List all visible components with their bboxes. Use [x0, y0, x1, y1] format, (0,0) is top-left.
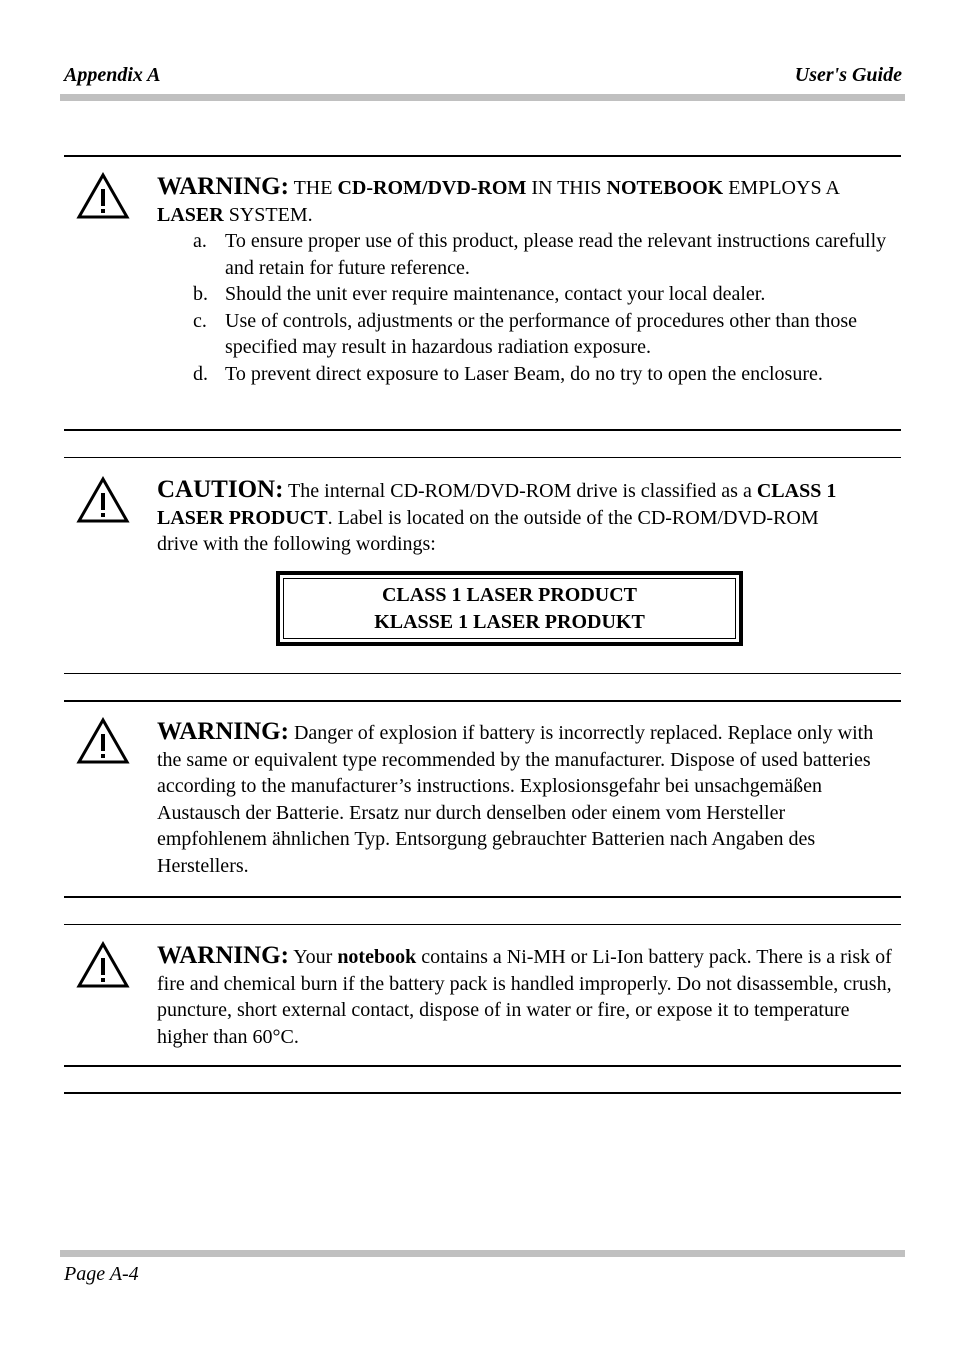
battery-warning: [157, 943, 897, 1050]
list-item: b. Should the unit ever require maintenance, contact your local dealer.: [193, 283, 766, 305]
laser-warning: [157, 174, 897, 387]
header-right: User's Guide: [794, 64, 902, 86]
laser-warning-intro: WARNING: THE CD-ROM/DVD-ROM IN THIS NOTEBOOK EMPLOYS A LASER SYSTEM.: [157, 173, 839, 226]
warning-triangle-icon: [76, 172, 130, 220]
warning-triangle-icon: [76, 476, 130, 524]
laser-product-label: [276, 571, 743, 646]
divider: [64, 924, 901, 925]
battery-warning-text: WARNING: Your notebook contains a Ni-MH or Li-Ion battery pack. There is a risk of fire and chemical burn if the battery pack is handled improperly. Do not disassemble, crush, puncture, short external contact, dispose of in water or fire, or expose it to temperature higher than 60°C.: [157, 942, 892, 1048]
warning-triangle-icon: [76, 717, 130, 765]
page-number: Page A-4: [64, 1263, 139, 1285]
list-item: a. To ensure proper use of this product, please read the relevant instructions carefully and retain for future reference.: [193, 230, 887, 279]
divider: [64, 1065, 901, 1067]
divider: [64, 457, 901, 458]
divider: [64, 673, 901, 674]
caution-block: [157, 477, 857, 558]
divider: [64, 700, 901, 702]
warning-triangle-icon: [76, 941, 130, 989]
divider: [64, 896, 901, 898]
divider: [64, 155, 901, 157]
footer-bar: [60, 1250, 905, 1257]
divider: [64, 429, 901, 431]
list-item: d. To prevent direct exposure to Laser Beam, do no try to open the enclosure.: [193, 362, 823, 385]
divider: [64, 1092, 901, 1094]
header-left: Appendix A: [64, 64, 161, 86]
explosion-warning: [157, 719, 897, 879]
explosion-warning-text: WARNING: Danger of explosion if battery is incorrectly replaced. Replace only with the same or equivalent type recommended by the manufacturer. Dispose of used batteries according to the manufacturer’s instructions. Explosionsgefahr bei unsachgemäßen Austausch der Batterie. Ersatz nur durch denselben oder einem vom Hersteller empfohlenem ähnlichen Typ. Entsorgung gebrauchter Batterien nach Angaben des Herstellers.: [157, 718, 874, 877]
list-item: c. Use of controls, adjustments or the performance of procedures other than those specified may result in hazardous radiation exposure.: [193, 309, 858, 358]
caution-text: CAUTION: The internal CD-ROM/DVD-ROM drive is classified as a CLASS 1 LASER PRODUCT. Label is located on the outside of the CD-ROM/DVD-ROM drive with the following wordings:: [157, 476, 837, 555]
laser-warning-list: [157, 228, 897, 387]
label-line-2: KLASSE 1 LASER PRODUKT: [374, 610, 645, 633]
header-bar: [60, 94, 905, 101]
label-line-1: CLASS 1 LASER PRODUCT: [381, 583, 638, 606]
